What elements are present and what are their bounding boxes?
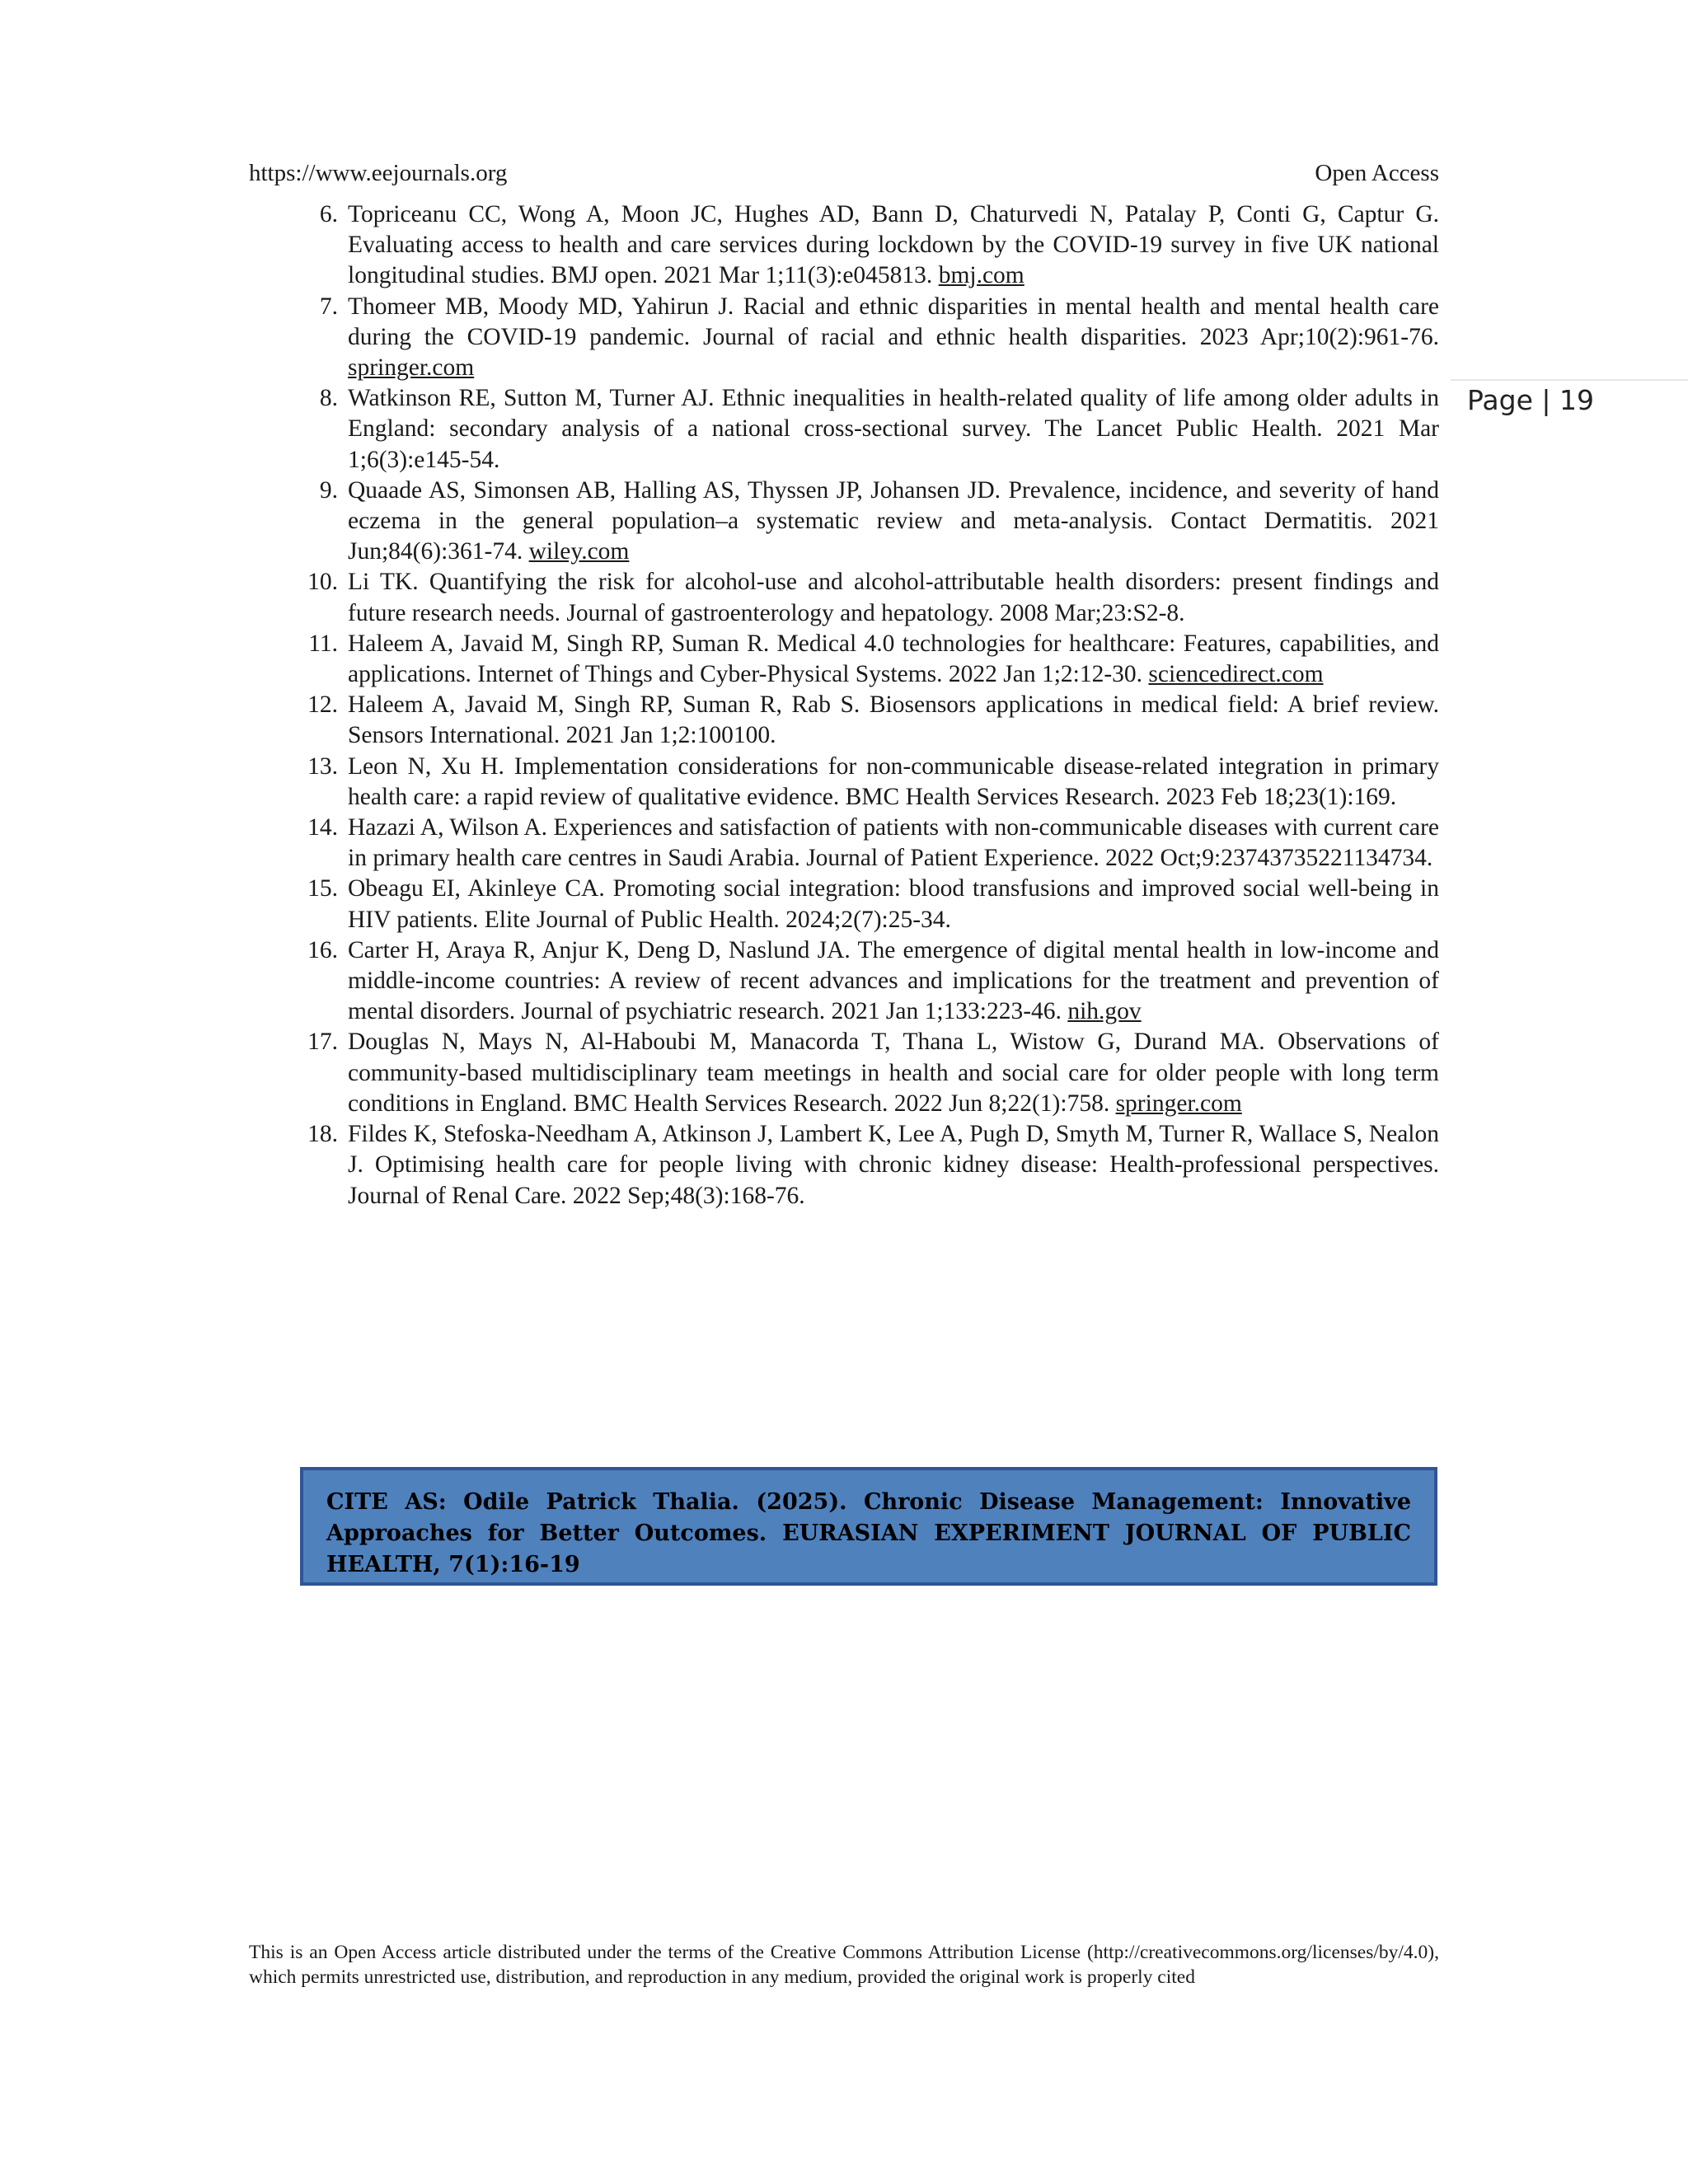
license-footer: This is an Open Access article distributed under the terms of the Creative Commons Attribution License (http://creativecommons.org/licenses/by/4.0), which permits unrestricted use, distribution, and reproduction in any medium, provided the original work is properly cited [249,1942,1439,1988]
reference-number: 16. [307,936,338,963]
reference-link[interactable]: springer.com [348,354,475,382]
reference-text: Leon N, Xu H. Implementation considerations for non-communicable disease-related integration in primary health care: a rapid review of qualitative evidence. BMC Health Services Research. 2023 Feb 18;23(1):169. [348,752,1439,810]
reference-number: 10. [307,569,338,596]
reference-item [297,690,1439,751]
reference-text: Hazazi A, Wilson A. Experiences and satisfaction of patients with non-communicable diseases with current care in primary health care centres in Saudi Arabia. Journal of Patient Experience. 2022 Oct;9:23743735221134734. [348,814,1439,872]
reference-link[interactable]: bmj.com [938,262,1025,289]
reference-item [297,813,1439,874]
reference-text: Fildes K, Stefoska-Needham A, Atkinson J, Lambert K, Lee A, Pugh D, Smyth M, Turner R, Wallace S, Nealon J. Optimising health care for people living with chronic kidney disease: Health-professional perspectives. Journal of Renal Care. 2022 Sep;48(3):168-76. [348,1121,1439,1209]
reference-item [297,292,1439,384]
reference-link[interactable]: springer.com [1115,1090,1242,1117]
reference-text: Obeagu EI, Akinleye CA. Promoting social integration: blood transfusions and improved social well-being in HIV patients. Elite Journal of Public Health. 2024;2(7):25-34. [348,875,1439,933]
reference-item [297,476,1439,568]
reference-link[interactable]: wiley.com [528,538,630,565]
reference-number: 13. [307,752,338,780]
reference-item [297,752,1439,813]
reference-text: Topriceanu CC, Wong A, Moon JC, Hughes AD, Bann D, Chaturvedi N, Patalay P, Conti G, Captur G. Evaluating access to health and care services during lockdown by the COVID-19 survey in five UK national longitudinal studies. BMJ open. 2021 Mar 1;11(3):e045813. [348,201,1439,289]
page-number-rule [1451,379,1688,381]
reference-text: Douglas N, Mays N, Al-Haboubi M, Manacorda T, Thana L, Wistow G, Durand MA. Observations of community-based multidisciplinary team meetings in health and social care for older people with long term conditions in England. BMC Health Services Research. 2022 Jun 8;22(1):758. [348,1029,1439,1117]
reference-text: Haleem A, Javaid M, Singh RP, Suman R. Medical 4.0 technologies for healthcare: Features, capabilities, and applications. Internet of Things and Cyber-Physical Systems. 2022 Jan 1;2:12-30. [348,630,1439,688]
citation-box: CITE AS: Odile Patrick Thalia. (2025). Chronic Disease Management: Innovative Approaches for Better Outcomes. EURASIAN EXPERIMENT JOURNAL OF PUBLIC HEALTH, 7(1):16-19 [300,1467,1437,1586]
reference-number: 7. [319,293,338,320]
reference-item [297,1027,1439,1119]
reference-text: Carter H, Araya R, Anjur K, Deng D, Naslund JA. The emergence of digital mental health in low-income and middle-income countries: A review of recent advances and implications for the treatment and prevention of mental disorders. Journal of psychiatric research. 2021 Jan 1;133:223-46. [348,936,1439,1025]
reference-number: 12. [307,691,338,719]
reference-item [297,567,1439,628]
journal-url: https://www.eejournals.org [249,160,508,186]
reference-number: 9. [319,476,338,504]
reference-text: Quaade AS, Simonsen AB, Halling AS, Thyssen JP, Johansen JD. Prevalence, incidence, and severity of hand eczema in the general population–a systematic review and meta-analysis. Contact Dermatitis. 2021 Jun;84(6):361-74. [348,476,1439,565]
reference-text: Watkinson RE, Sutton M, Turner AJ. Ethnic inequalities in health-related quality of life among older adults in England: secondary analysis of a national cross-sectional survey. The Lancet Public Health. 2021 Mar 1;6(3):e145-54. [348,385,1439,473]
reference-item [297,629,1439,690]
reference-link[interactable]: nih.gov [1067,998,1142,1025]
reference-item [297,1119,1439,1212]
open-access-label: Open Access [1315,160,1439,186]
reference-number: 15. [307,875,338,902]
reference-number: 11. [308,630,338,657]
reference-text: Li TK. Quantifying the risk for alcohol-use and alcohol-attributable health disorders: present findings and future research needs. Journal of gastroenterology and hepatology. 2008 Mar;23:S2-8. [348,569,1439,626]
reference-item [297,935,1439,1028]
reference-list [297,199,1439,1212]
reference-number: 6. [319,201,338,227]
page-number: Page | 19 [1467,384,1594,416]
reference-number: 14. [307,814,338,841]
reference-number: 17. [307,1029,338,1056]
reference-number: 18. [307,1121,338,1148]
reference-link[interactable]: sciencedirect.com [1148,661,1324,688]
reference-text: Thomeer MB, Moody MD, Yahirun J. Racial and ethnic disparities in mental health and mental health care during the COVID-19 pandemic. Journal of racial and ethnic health disparities. 2023 Apr;10(2):961-76. [348,293,1439,350]
reference-item [297,199,1439,292]
reference-item [297,383,1439,476]
reference-number: 8. [319,385,338,412]
reference-item [297,874,1439,935]
reference-text: Haleem A, Javaid M, Singh RP, Suman R, Rab S. Biosensors applications in medical field: A brief review. Sensors International. 2021 Jan 1;2:100100. [348,691,1439,749]
